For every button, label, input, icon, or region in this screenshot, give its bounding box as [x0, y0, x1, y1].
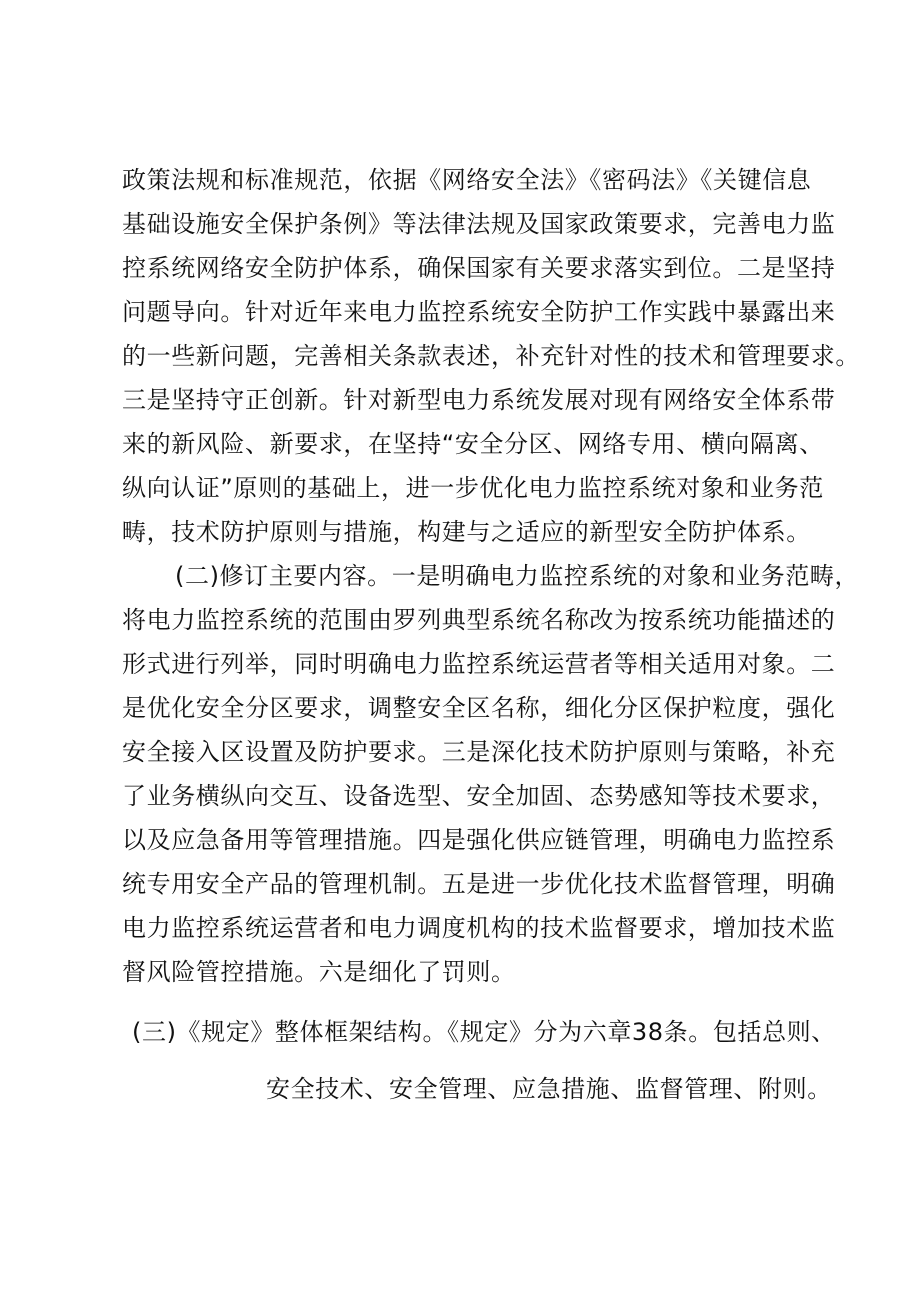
text-line-8: 纵向认证”原则的基础上，进一步优化电力监控系统对象和业务范 [122, 474, 824, 502]
text-line-1: 政策法规和标准规范，依据《网络安全法》《密码法》《关键信息 [122, 166, 812, 194]
text-line-10: (二)修订主要内容。一是明确电力监控系统的对象和业务范畴， [175, 562, 860, 590]
text-line-18: 电力监控系统运营者和电力调度机构的技术监督要求，增加技术监 [122, 914, 836, 942]
text-line-7: 来的新风险、新要求，在坚持“安全分区、网络专用、横向隔离、 [122, 430, 824, 458]
text-line-2: 基础设施安全保护条例》等法律法规及国家政策要求，完善电力监 [122, 210, 836, 238]
text-line-15: 了业务横纵向交互、设备选型、安全加固、态势感知等技术要求， [122, 782, 836, 810]
text-line-17: 统专用安全产品的管理机制。五是进一步优化技术监督管理，明确 [122, 870, 836, 898]
text-line-11: 将电力监控系统的范围由罗列典型系统名称改为按系统功能描述的 [122, 606, 836, 634]
text-line-3: 控系统网络安全防护体系，确保国家有关要求落实到位。二是坚持 [122, 254, 836, 282]
text-line-13: 是优化安全分区要求，调整安全区名称，细化分区保护粒度，强化 [122, 694, 836, 722]
text-line-21: 安全技术、安全管理、应急措施、监督管理、附则。 [266, 1075, 832, 1103]
text-line-19: 督风险管控措施。六是细化了罚则。 [122, 958, 516, 986]
text-line-16: 以及应急备用等管理措施。四是强化供应链管理，明确电力监控系 [122, 826, 836, 854]
text-line-5: 的一些新问题，完善相关条款表述，补充针对性的技术和管理要求。 [122, 342, 860, 370]
text-line-6: 三是坚持守正创新。针对新型电力系统发展对现有网络安全体系带 [122, 386, 836, 414]
text-line-20: (三)《规定》整体框架结构。《规定》分为六章38条。包括总则、 [132, 1018, 836, 1046]
text-line-9: 畴，技术防护原则与措施，构建与之适应的新型安全防护体系。 [122, 518, 811, 546]
text-line-14: 安全接入区设置及防护要求。三是深化技术防护原则与策略，补充 [122, 738, 836, 766]
text-line-12: 形式进行列举，同时明确电力监控系统运营者等相关适用对象。二 [122, 650, 836, 678]
text-line-4: 问题导向。针对近年来电力监控系统安全防护工作实践中暴露出来 [122, 298, 836, 326]
